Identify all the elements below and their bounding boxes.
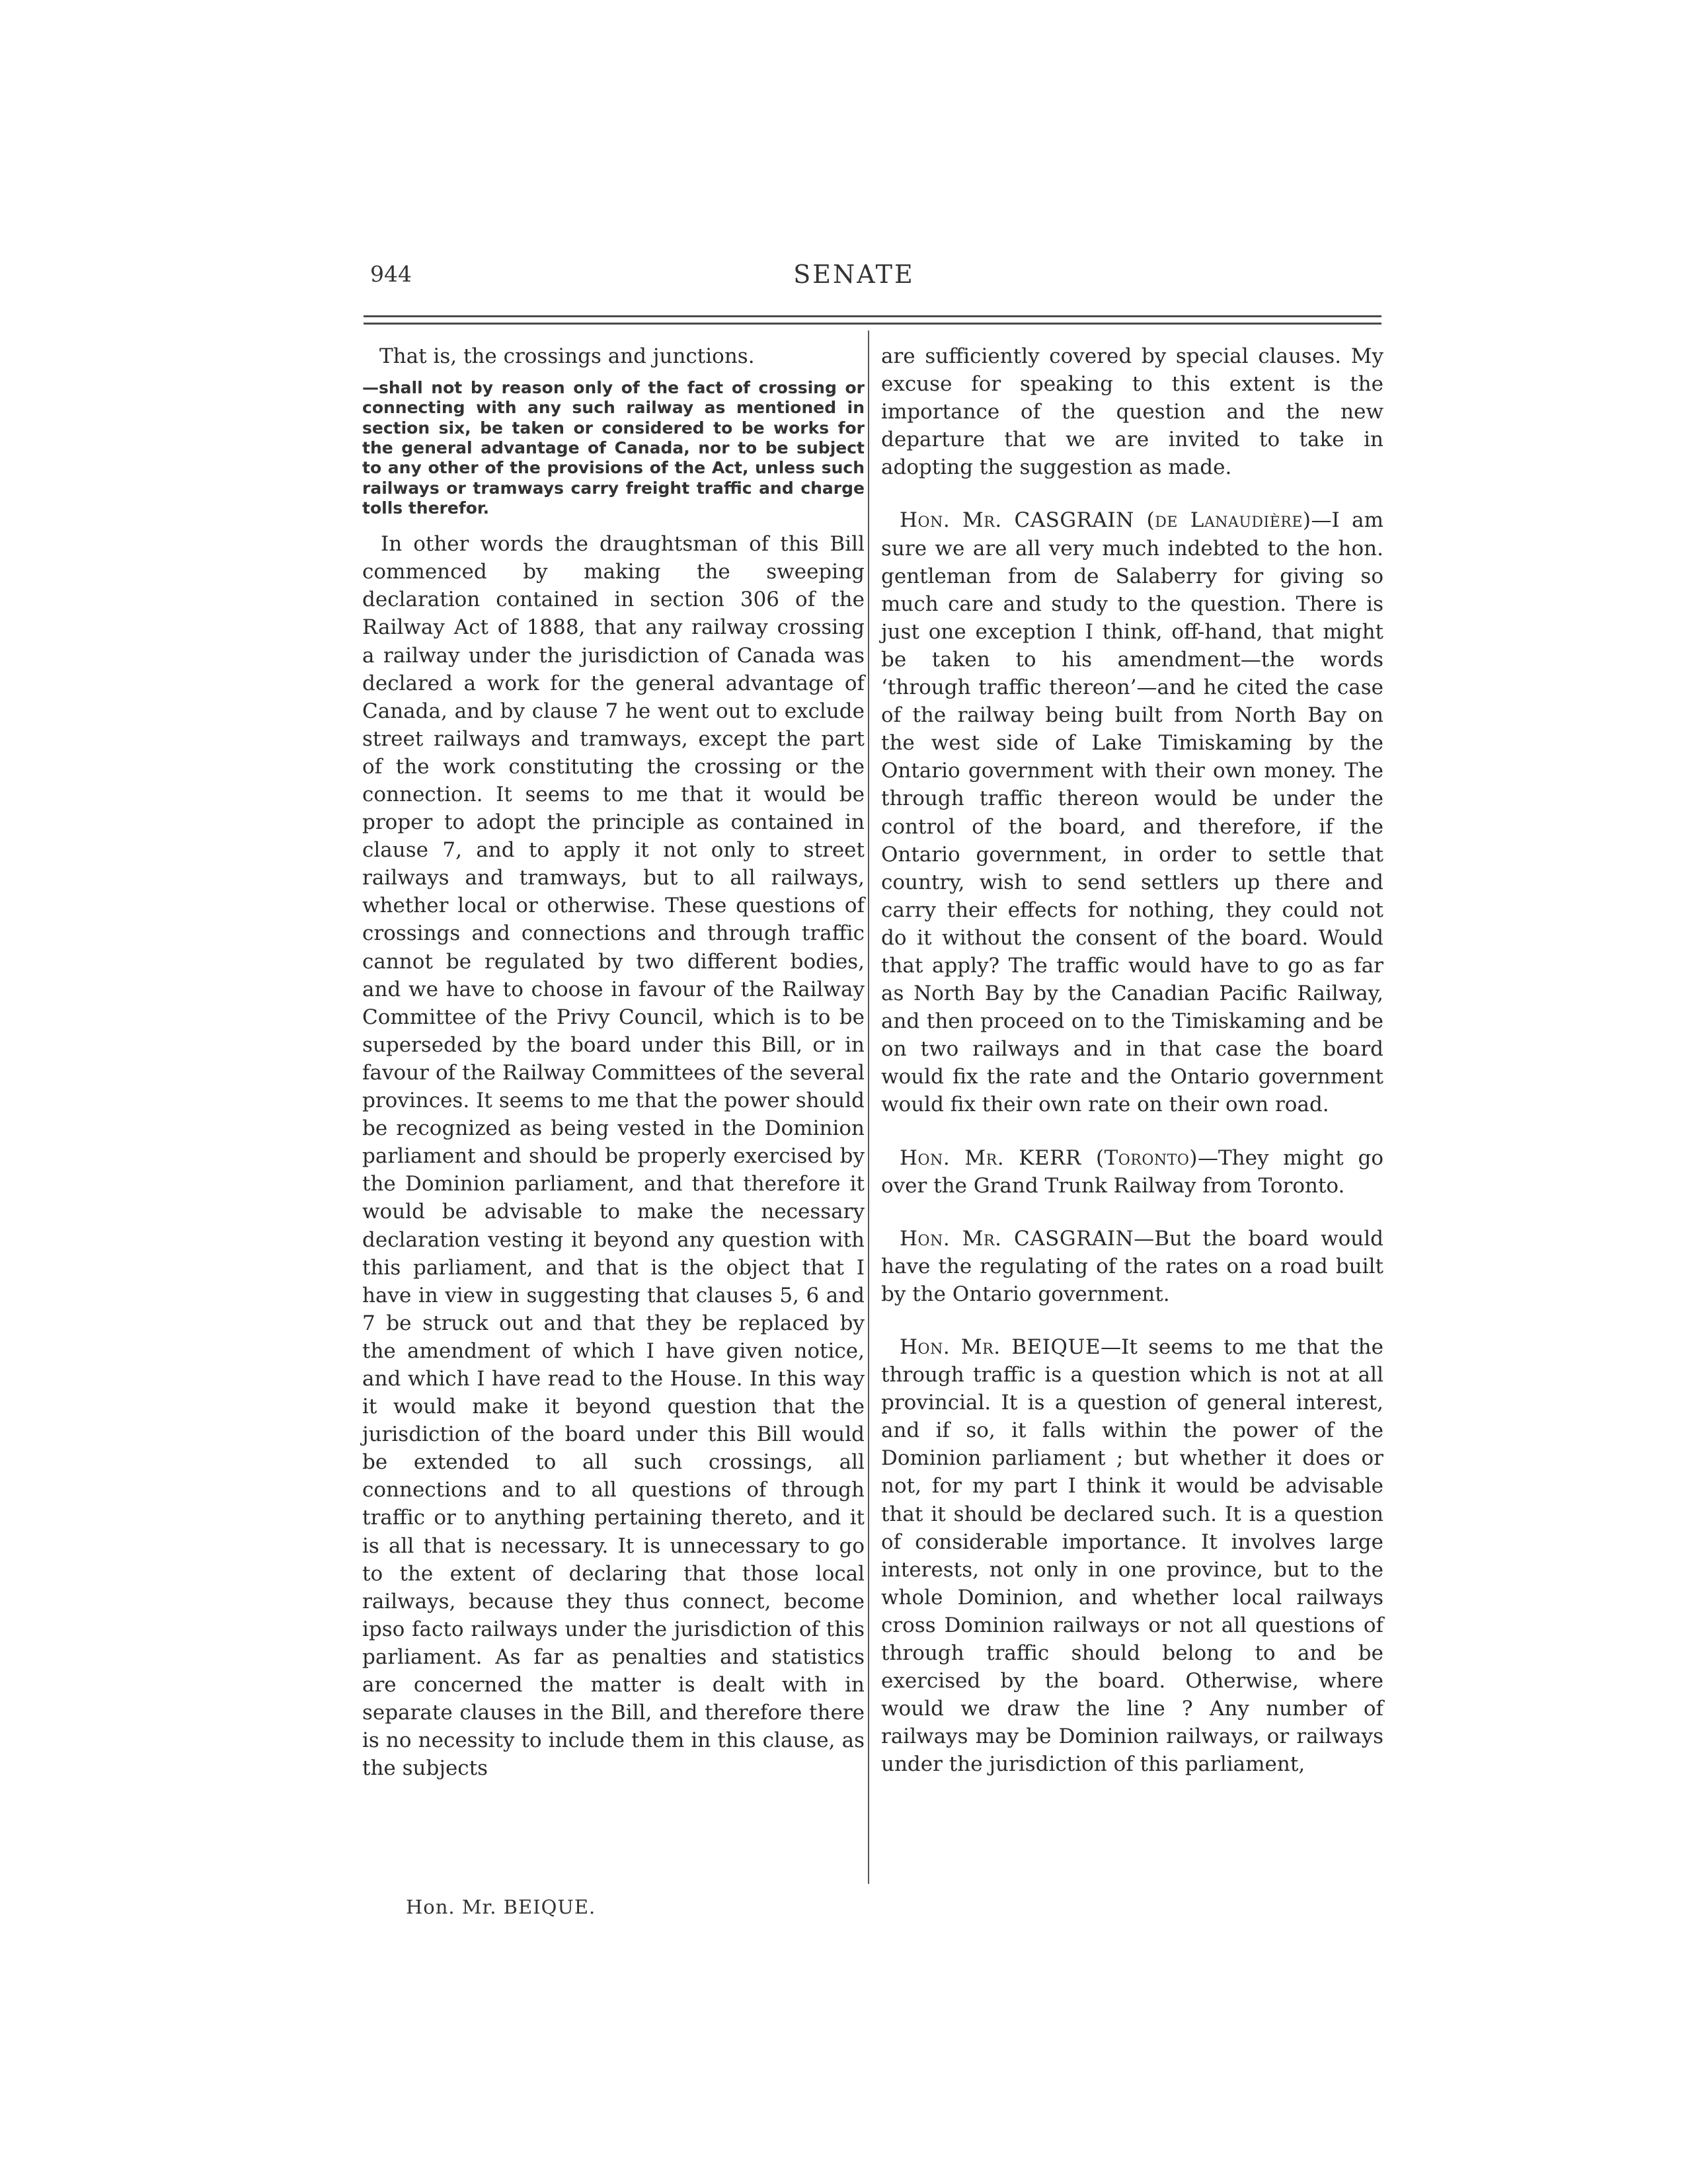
speech-text: —I am sure we are all very much indebted to the hon. gentleman from de Salaberry for giving so much care and study to the question. There is just one exception I think, off-hand, that might be taken to his amendment—the words ‘through traffic thereon’—and he cited the case of the railway being built from North Bay on the west side of Lake Timiskaming by the Ontario government with their own money. The through traffic thereon would be under the control of the board, and therefore, if the Ontario government, in order to settle that country, wish to send settlers up there and carry their effects for nothing, they could not do it without the consent of the board. Would that apply? The traffic would have to go as far as North Bay by the Canadian Pacific Railway, and then proceed on to the Timiskaming and be on two railways and in that case the board would fix the rate and the Ontario government would fix their own rate on their own road. bbox=[881, 508, 1383, 1117]
speech-casgrain-lanaudiere bbox=[881, 506, 1383, 1118]
right-column bbox=[881, 342, 1383, 1779]
speech-text: —But the board would have the regulating of the rates on a road built by the Ontario government. bbox=[881, 1226, 1384, 1306]
speaker-name: Hon. Mr. CASGRAIN (de Lanaudière) bbox=[900, 508, 1311, 533]
speech-text: —It seems to me that the through traffic is a question which is not at all provincial. It is a question of general interest, and if so, it falls within the power of the Dominion parliament ; but whether it does or not, for my part I think it would be advisable that it should be declared such. It is a question of considerable importance. It involves large interests, not only in one province, but to the whole Dominion, and whether local railways cross Dominion railways or not all questions of through traffic should belong to and be exercised by the board. Otherwise, where would we draw the line ? Any number of railways may be Dominion railways, or railways under the jurisdiction of this parliament, bbox=[881, 1335, 1383, 1777]
speech-casgrain bbox=[881, 1225, 1383, 1308]
intro-paragraph: That is, the crossings and junctions. bbox=[379, 344, 755, 368]
body-paragraph: In other words the draughtsman of this Bill commenced by making the sweeping declaration contained in section 306 of the Railway Act of 1888, that any railway crossing a railway under the jurisdiction of Canada was declared a work for the general advantage of Canada, and by clause 7 he went out to exclude street railways and tramways, except the part of the work constituting the crossing or the connection. It seems to me that it would be proper to adopt the principle as contained in clause 7, and to apply it not only to street railways and tramways, but to all railways, whether local or otherwise. These questions of crossings and connections and through traffic cannot be regulated by two different bodies, and we have to choose in favour of the Railway Committee of the Privy Council, which is to be superseded by the board under this Bill, or in favour of the Railway Committees of the several provinces. It seems to me that the power should be recognized as being vested in the Dominion parliament and should be properly exercised by the Dominion parliament, and that therefore it would be advisable to make the necessary declaration vesting it beyond any question with this parliament, and that is the object that I have in view in suggesting that clauses 5, 6 and 7 be struck out and that they be replaced by the amendment of which I have given notice, and which I have read to the House. In this way it would make it beyond question that the jurisdiction of the board under this Bill would be extended to all such crossings, all connections and to all questions of through traffic or to anything pertaining thereto, and it is all that is necessary. It is unnecessary to go to the extent of declaring that those local railways, because they thus connect, become ipso facto railways under the jurisdiction of this parliament. As far as penalties and statistics are concerned the matter is dealt with in separate clauses in the Bill, and therefore there is no necessity to include them in this clause, as the subjects bbox=[362, 532, 865, 1781]
continuation-paragraph: are sufficiently covered by special clauses. My excuse for speaking to this extent is the importance of the question and the new departure that we are invited to take in adopting the suggestion as made. bbox=[881, 344, 1383, 480]
speaker-name: Hon. Mr. CASGRAIN bbox=[900, 1226, 1134, 1251]
header-rule-bottom bbox=[364, 323, 1381, 325]
page-number: 944 bbox=[370, 261, 412, 287]
left-column bbox=[362, 342, 865, 1782]
footer-speaker-line: Hon. Mr. BEIQUE. bbox=[406, 1896, 596, 1918]
speaker-name: Hon. Mr. BEIQUE bbox=[900, 1335, 1101, 1359]
quoted-clause: —shall not by reason only of the fact of crossing or connecting with any such railway as mentioned in section six, be taken or considered to be works for the general advantage of Canada, nor to be subject to any other of the provisions of the Act, unless such railways or tramways carry freight traffic and charge tolls therefor. bbox=[362, 378, 865, 518]
speech-beique bbox=[881, 1333, 1383, 1779]
speaker-name: Hon. Mr. KERR (Toronto) bbox=[900, 1146, 1198, 1170]
speech-kerr bbox=[881, 1144, 1383, 1200]
header-rule-top bbox=[364, 315, 1381, 317]
column-divider bbox=[868, 330, 869, 1884]
speech-text: —They might go over the Grand Trunk Railway from Toronto. bbox=[881, 1146, 1383, 1198]
running-head: SENATE bbox=[793, 260, 915, 289]
